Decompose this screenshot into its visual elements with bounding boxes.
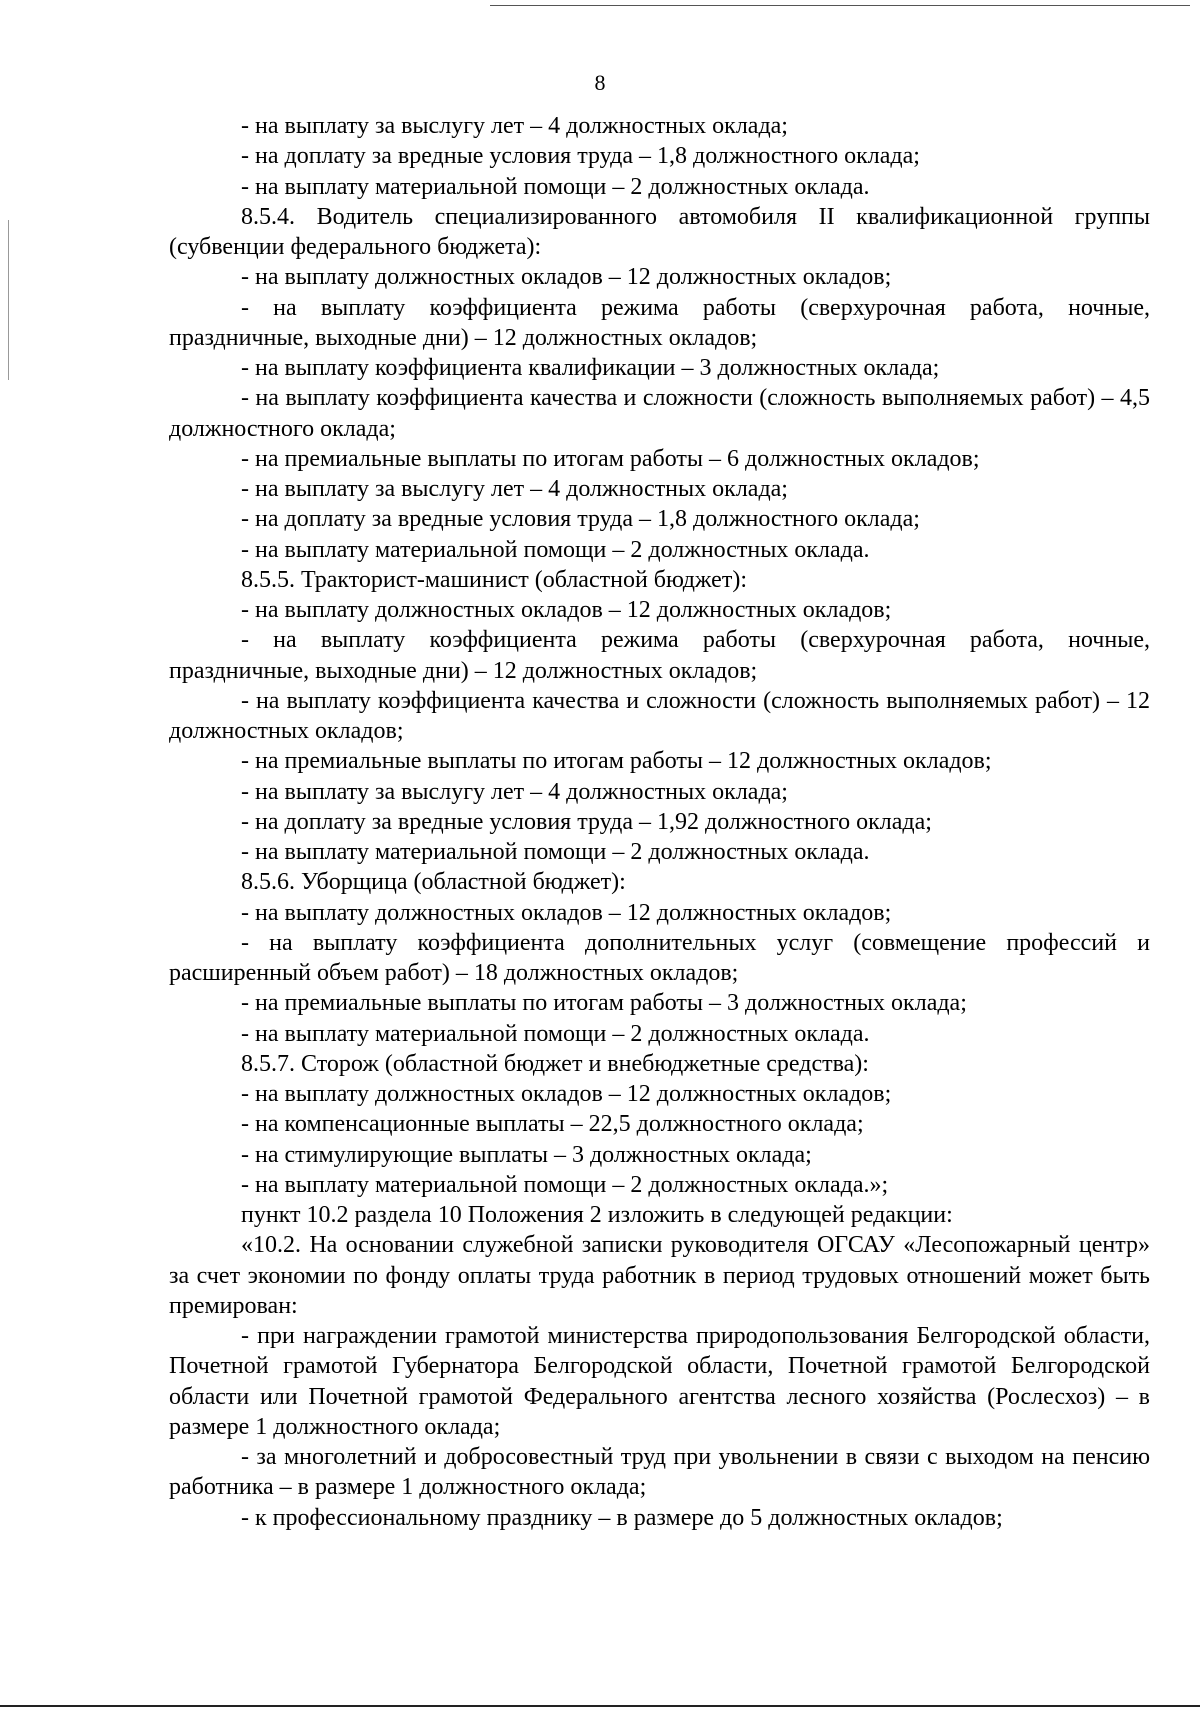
paragraph: - на стимулирующие выплаты – 3 должностных оклада;	[241, 1141, 812, 1168]
paragraph: - на выплату должностных окладов – 12 должностных окладов;	[241, 899, 892, 926]
paragraph: - на доплату за вредные условия труда – 1,92 должностного оклада;	[241, 808, 932, 835]
paragraph: - на выплату материальной помощи – 2 должностных оклада.»;	[241, 1171, 889, 1198]
paragraph: - на выплату за выслугу лет – 4 должностных оклада;	[241, 113, 788, 139]
paragraph: - на доплату за вредные условия труда – 1,8 должностного оклада;	[241, 506, 920, 533]
document-body	[169, 111, 1150, 1533]
paragraph: - за многолетний и добросовестный труд при увольнении в связи с выходом на пенсию работника – в размере 1 должностного оклада;	[169, 1444, 1150, 1501]
paragraph: - на выплату за выслугу лет – 4 должностных оклада;	[241, 778, 788, 805]
paragraph: - на выплату коэффициента дополнительных услуг (совмещение профессий и расширенный объем работ) – 18 должностных окладов;	[169, 929, 1150, 986]
paragraph: - на выплату должностных окладов – 12 должностных окладов;	[241, 1081, 892, 1107]
paragraph: - на выплату коэффициента качества и сложности (сложность выполняемых работ) – 12 должностных окладов;	[169, 687, 1150, 744]
paragraph: - на премиальные выплаты по итогам работы – 3 должностных оклада;	[241, 990, 967, 1017]
paragraph: - на премиальные выплаты по итогам работы – 6 должностных окладов;	[241, 445, 980, 472]
scan-top-rule	[490, 5, 1190, 6]
paragraph: - на выплату материальной помощи – 2 должностных оклада.	[241, 536, 870, 563]
section-heading-8-5-5: 8.5.5. Тракторист-машинист (областной бюджет):	[241, 566, 747, 593]
paragraph: «10.2. На основании служебной записки руководителя ОГСАУ «Лесопожарный центр» за счет экономии по фонду оплаты труда работник в период трудовых отношений может быть премирован:	[169, 1232, 1150, 1319]
paragraph: - на выплату материальной помощи – 2 должностных оклада.	[241, 839, 870, 865]
section-heading-8-5-7: 8.5.7. Сторож (областной бюджет и внебюджетные средства):	[241, 1050, 869, 1077]
paragraph: - к профессиональному празднику – в размере до 5 должностных окладов;	[241, 1504, 1003, 1531]
section-heading-8-5-6: 8.5.6. Уборщица (областной бюджет):	[241, 869, 626, 896]
paragraph: - на выплату должностных окладов – 12 должностных окладов;	[241, 264, 892, 291]
paragraph: - на выплату материальной помощи – 2 должностных оклада.	[241, 173, 870, 200]
scan-bottom-rule	[0, 1705, 1200, 1707]
paragraph: - на премиальные выплаты по итогам работы – 12 должностных окладов;	[241, 748, 992, 775]
paragraph: - на выплату коэффициента качества и сложности (сложность выполняемых работ) – 4,5 должностного оклада;	[169, 385, 1150, 442]
paragraph: - на компенсационные выплаты – 22,5 должностного оклада;	[241, 1111, 864, 1138]
paragraph: - при награждении грамотой министерства природопользования Белгородской области, Почетной грамотой Губернатора Белгородской области, Почетной грамотой Белгородской области или Почетной грамотой Федерального агентства лесного хозяйства (Рослесхоз) – в размере 1 должностного оклада;	[169, 1323, 1150, 1440]
paragraph: - на доплату за вредные условия труда – 1,8 должностного оклада;	[241, 143, 920, 170]
paragraph: - на выплату материальной помощи – 2 должностных оклада.	[241, 1020, 870, 1047]
paragraph: - на выплату коэффициента режима работы (сверхурочная работа, ночные, праздничные, выходные дни) – 12 должностных окладов;	[169, 294, 1150, 351]
paragraph: - на выплату коэффициента квалификации – 3 должностных оклада;	[241, 355, 940, 381]
paragraph: - на выплату за выслугу лет – 4 должностных оклада;	[241, 476, 788, 502]
paragraph: - на выплату коэффициента режима работы (сверхурочная работа, ночные, праздничные, выходные дни) – 12 должностных окладов;	[169, 627, 1150, 684]
paragraph: пункт 10.2 раздела 10 Положения 2 изложить в следующей редакции:	[241, 1202, 953, 1228]
paragraph: - на выплату должностных окладов – 12 должностных окладов;	[241, 597, 892, 623]
scan-left-mark	[8, 220, 9, 380]
section-heading-8-5-4: 8.5.4. Водитель специализированного автомобиля II квалификационной группы (субвенции федерального бюджета):	[169, 203, 1150, 260]
page-number: 8	[594, 70, 606, 95]
